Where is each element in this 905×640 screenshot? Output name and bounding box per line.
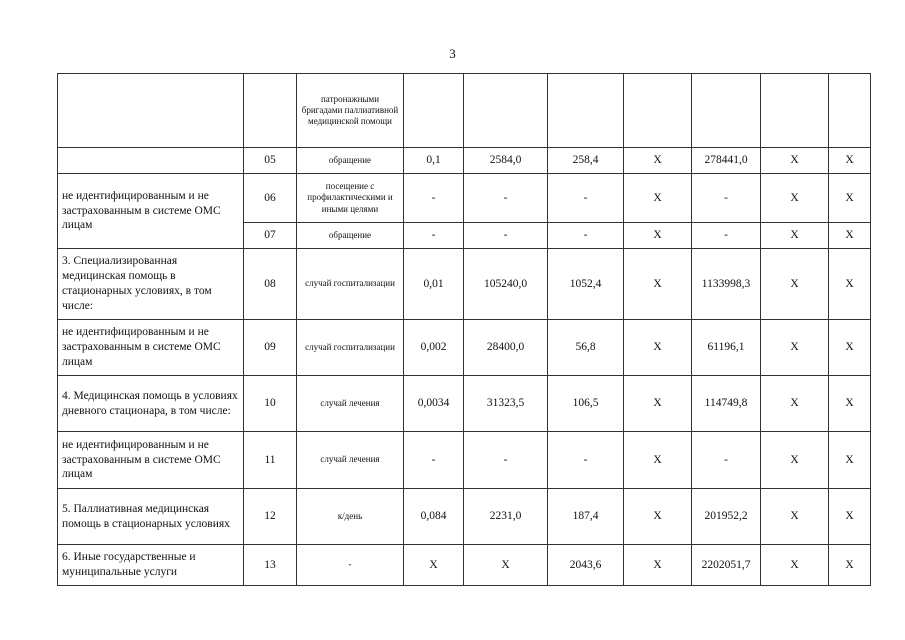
value-cell: Х [829, 545, 871, 586]
value-cell: Х [761, 432, 829, 489]
table-row [58, 74, 871, 148]
value-cell: 0,0034 [404, 376, 464, 432]
value-cell: 0,1 [404, 148, 464, 174]
value-cell: 28400,0 [464, 320, 548, 376]
value-cell: Х [464, 545, 548, 586]
value-cell: Х [624, 489, 692, 545]
value-cell: Х [829, 376, 871, 432]
table-row [58, 174, 871, 223]
value-cell [548, 74, 624, 148]
row-label-cell: не идентифицированным и не застрахованным в системе ОМС лицам [58, 174, 244, 249]
table-row [58, 376, 871, 432]
value-cell: - [548, 432, 624, 489]
value-cell: 2584,0 [464, 148, 548, 174]
row-label-cell: 5. Паллиативная медицинская помощь в стационарных условиях [58, 489, 244, 545]
value-cell: 114749,8 [692, 376, 761, 432]
row-code-cell: 05 [244, 148, 297, 174]
table-row [58, 249, 871, 320]
value-cell: - [404, 432, 464, 489]
unit-cell: обращение [297, 148, 404, 174]
value-cell [692, 74, 761, 148]
row-label-cell: 4. Медицинская помощь в условиях дневного стационара, в том числе: [58, 376, 244, 432]
value-cell: Х [624, 223, 692, 249]
table-row [58, 545, 871, 586]
value-cell: Х [761, 148, 829, 174]
value-cell: Х [761, 223, 829, 249]
row-label-cell: 6. Иные государственные и муниципальные услуги [58, 545, 244, 586]
unit-cell: патронажными бригадами паллиативной медицинской помощи [297, 74, 404, 148]
value-cell [624, 74, 692, 148]
value-cell: Х [624, 148, 692, 174]
table-row [58, 489, 871, 545]
table-row [58, 148, 871, 174]
row-label-cell [58, 74, 244, 148]
value-cell: 2043,6 [548, 545, 624, 586]
row-code-cell: 06 [244, 174, 297, 223]
value-cell: Х [761, 489, 829, 545]
value-cell: 0,002 [404, 320, 464, 376]
value-cell: - [692, 174, 761, 223]
value-cell: 61196,1 [692, 320, 761, 376]
unit-cell: посещение с профилактическими и иными целями [297, 174, 404, 223]
value-cell: Х [624, 249, 692, 320]
value-cell: Х [761, 249, 829, 320]
value-cell: - [464, 174, 548, 223]
page-number: 3 [449, 46, 456, 61]
table-row [58, 432, 871, 489]
row-label-cell: не идентифицированным и не застрахованным в системе ОМС лицам [58, 432, 244, 489]
value-cell: - [464, 432, 548, 489]
unit-cell: случай госпитализации [297, 320, 404, 376]
value-cell: 106,5 [548, 376, 624, 432]
row-label-cell: не идентифицированным и не застрахованным в системе ОМС лицам [58, 320, 244, 376]
value-cell: Х [624, 432, 692, 489]
value-cell: Х [829, 320, 871, 376]
value-cell: Х [404, 545, 464, 586]
unit-cell: случай лечения [297, 376, 404, 432]
row-code-cell: 09 [244, 320, 297, 376]
value-cell: 56,8 [548, 320, 624, 376]
unit-cell: - [297, 545, 404, 586]
row-label-cell [58, 148, 244, 174]
row-code-cell: 10 [244, 376, 297, 432]
value-cell [464, 74, 548, 148]
row-code-cell [244, 74, 297, 148]
value-cell: 258,4 [548, 148, 624, 174]
value-cell: Х [624, 545, 692, 586]
value-cell: Х [829, 432, 871, 489]
value-cell: - [404, 223, 464, 249]
value-cell: Х [761, 320, 829, 376]
value-cell: Х [829, 249, 871, 320]
value-cell: Х [761, 376, 829, 432]
value-cell: Х [829, 174, 871, 223]
value-cell: 187,4 [548, 489, 624, 545]
value-cell: 31323,5 [464, 376, 548, 432]
value-cell [404, 74, 464, 148]
value-cell: Х [761, 174, 829, 223]
value-cell: - [692, 223, 761, 249]
unit-cell: случай госпитализации [297, 249, 404, 320]
value-cell: Х [829, 223, 871, 249]
value-cell: Х [761, 545, 829, 586]
value-cell: 278441,0 [692, 148, 761, 174]
value-cell: Х [829, 489, 871, 545]
value-cell: - [404, 174, 464, 223]
value-cell [829, 74, 871, 148]
value-cell: 105240,0 [464, 249, 548, 320]
unit-cell: случай лечения [297, 432, 404, 489]
value-cell: Х [624, 376, 692, 432]
unit-cell: обращение [297, 223, 404, 249]
value-cell: - [692, 432, 761, 489]
value-cell: Х [624, 320, 692, 376]
value-cell: 0,084 [404, 489, 464, 545]
value-cell: 2202051,7 [692, 545, 761, 586]
value-cell [761, 74, 829, 148]
table-row [58, 320, 871, 376]
row-code-cell: 12 [244, 489, 297, 545]
value-cell: - [548, 223, 624, 249]
row-code-cell: 13 [244, 545, 297, 586]
value-cell: Х [829, 148, 871, 174]
row-label-cell: 3. Специализированная медицинская помощь в стационарных условиях, в том числе: [58, 249, 244, 320]
value-cell: 201952,2 [692, 489, 761, 545]
value-cell: 2231,0 [464, 489, 548, 545]
value-cell: 0,01 [404, 249, 464, 320]
row-code-cell: 07 [244, 223, 297, 249]
row-code-cell: 11 [244, 432, 297, 489]
value-cell: 1052,4 [548, 249, 624, 320]
value-cell: 1133998,3 [692, 249, 761, 320]
data-table [57, 73, 871, 586]
row-code-cell: 08 [244, 249, 297, 320]
value-cell: - [548, 174, 624, 223]
value-cell: - [464, 223, 548, 249]
value-cell: Х [624, 174, 692, 223]
unit-cell: к/день [297, 489, 404, 545]
